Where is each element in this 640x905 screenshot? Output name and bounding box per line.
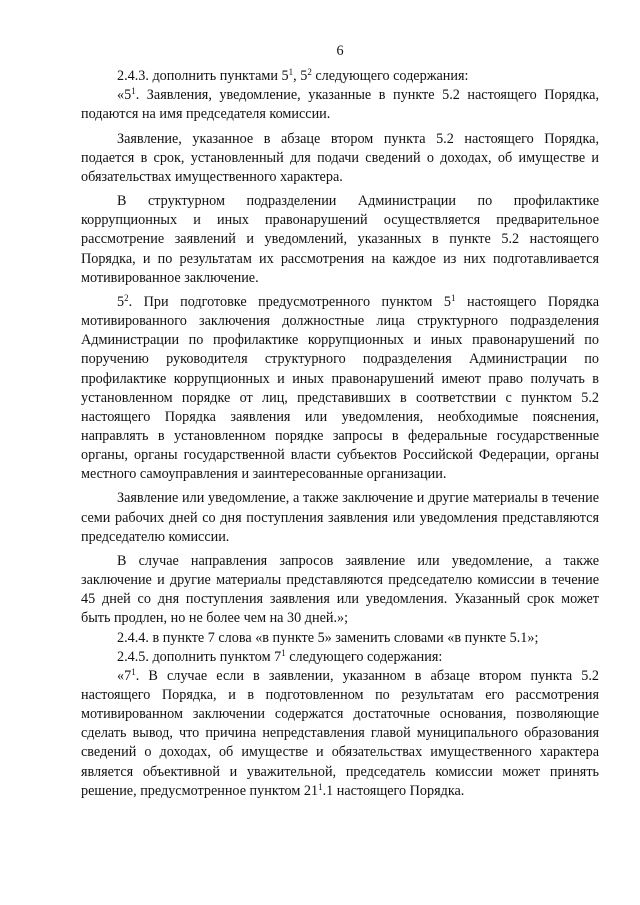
paragraph-text: следующего содержания: <box>285 648 443 665</box>
paragraph <box>81 489 599 546</box>
paragraph-text: . Заявления, уведомление, указанные в пункте 5.2 настоящего Порядка, подаются на имя председателя комиссии. <box>81 87 599 123</box>
paragraph <box>81 192 599 288</box>
superscript: 1 <box>288 67 294 78</box>
paragraph-text: 2.4.3. дополнить пунктами 5 <box>117 68 289 85</box>
paragraph-text: настоящего Порядка мотивированного заключения должностные лица структурного подразделения Администрации по профилактике коррупционных и иных правонарушений по поручению руководителя структурного подразделения Администрации по профилактике коррупционных и иных правонарушений имеют право получать в установленном порядке от лиц, представивших в соответствии с пунктом 5.2 настоящего Порядка заявления или уведомления, необходимые пояснения, направлять в установленном порядке запросы в федеральные государственные органы, органы государственной власти субъектов Российской Федерации, органы местного самоуправления и заинтересованные организации. <box>81 293 599 483</box>
superscript: 2 <box>124 292 129 303</box>
paragraph-text: .1 настоящего Порядка. <box>322 782 465 799</box>
paragraph <box>81 130 599 187</box>
page-number: 6 <box>336 43 344 59</box>
paragraph-text: 2.4.4. в пункте 7 слова «в пункте 5» заменить словами «в пункте 5.1»; <box>117 629 539 646</box>
paragraph <box>81 293 599 485</box>
superscript: 1 <box>281 647 286 658</box>
paragraph-text: Заявление или уведомление, а также заключение и другие материалы в течение семи рабочих дней со дня поступления заявления или уведомления представляются председателю комиссии. <box>81 490 599 545</box>
paragraph-text: В случае направления запросов заявление или уведомление, а также заключение и другие материалы представляются председателю комиссии в течение 45 дней со дня поступления заявления или уведомления. Указанный срок может быть продлен, но не более чем на 30 дней.»; <box>81 552 599 627</box>
paragraph-text: «5 <box>117 87 132 104</box>
paragraph <box>81 552 599 629</box>
paragraph-text: 5 <box>117 293 125 310</box>
paragraph <box>81 86 599 124</box>
paragraph-text: 2.4.5. дополнить пунктом 7 <box>117 648 282 665</box>
paragraph <box>81 629 599 648</box>
paragraph <box>81 67 599 86</box>
document-body <box>81 67 599 801</box>
superscript: 1 <box>131 86 136 97</box>
superscript: 1 <box>450 292 456 303</box>
paragraph <box>81 667 599 801</box>
paragraph-text: , 5 <box>293 68 308 85</box>
paragraph-text: следующего содержания: <box>311 68 469 85</box>
superscript: 2 <box>307 67 312 78</box>
paragraph-text: Заявление, указанное в абзаце втором пункта 5.2 настоящего Порядка, подается в срок, установленный для подачи сведений о доходах, об имуществе и обязательствах имущественного характера. <box>81 130 599 185</box>
superscript: 1 <box>318 781 323 792</box>
superscript: 1 <box>131 666 136 677</box>
paragraph <box>81 648 599 667</box>
paragraph-text: . При подготовке предусмотренного пунктом 5 <box>128 293 451 310</box>
paragraph-text: В структурном подразделении Администрации по профилактике коррупционных и иных правонарушений осуществляется предварительное рассмотрение заявлений и уведомлений, указанных в пункте 5.2 настоящего Порядка, и по результатам их рассмотрения на каждое из них подготавливается мотивированное заключение. <box>81 193 599 286</box>
paragraph-text: . В случае если в заявлении, указанном в абзаце втором пункта 5.2 настоящего Порядка, и в подготовленном по результатам его рассмотрения мотивированном заключении содержатся достаточные основания, позволяющие сделать вывод, что причина непредставления главой муниципального образования сведений о доходах, об имуществе и обязательствах имущественного характера является объективной и уважительной, председатель комиссии может принять решение, предусмотренное пунктом 21 <box>81 667 599 799</box>
paragraph-text: «7 <box>117 667 132 684</box>
